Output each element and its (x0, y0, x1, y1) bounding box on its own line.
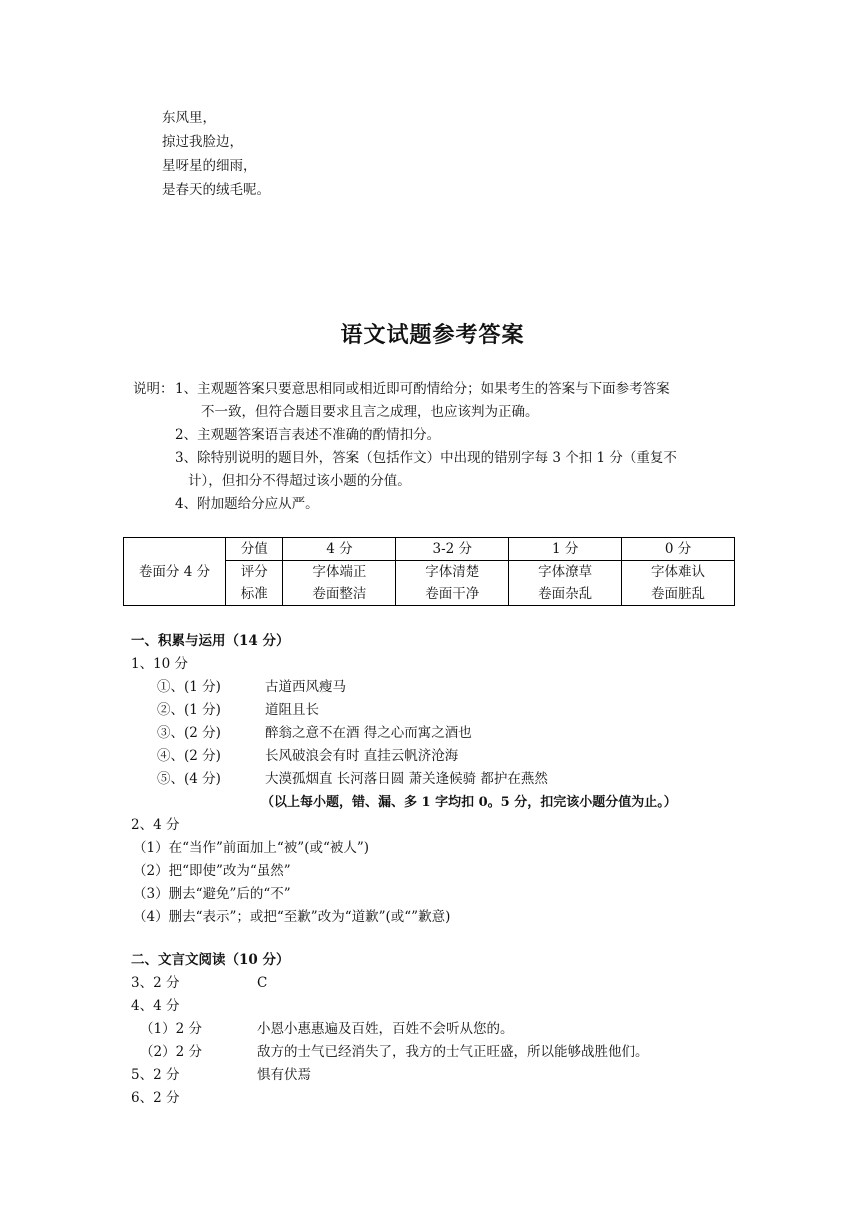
criteria-cell: 字体潦草 卷面杂乱 (509, 561, 622, 606)
question-label: 2、4 分 (131, 817, 180, 833)
criteria-cell: 字体端正 卷面整洁 (283, 561, 396, 606)
section-heading: 二、文言文阅读（10 分） (131, 952, 290, 968)
poem-line: 星呀星的细雨， (162, 158, 257, 174)
item-answer: 醉翁之意不在酒 得之心而寓之酒也 (265, 725, 472, 741)
item-answer: 古道西风瘦马 (265, 679, 346, 695)
answer-text: 惧有伏焉 (257, 1067, 311, 1083)
sub-answer: （2）把“即使”改为“虽然” (133, 863, 291, 879)
col-header-score: 分值 (226, 538, 283, 561)
criteria-cell: 字体清楚 卷面干净 (396, 561, 509, 606)
note-3-line-2: 计），但扣分不得超过该小题的分值。 (188, 473, 411, 489)
poem-line: 东风里， (162, 110, 216, 126)
col-header-criteria: 评分 标准 (226, 561, 283, 606)
grading-table (123, 537, 735, 606)
answer-text: 小恩小惠惠遍及百姓，百姓不会听从您的。 (257, 1021, 514, 1037)
score-cell: 1 分 (509, 538, 622, 561)
sub-answer: （4）删去“表示”；或把“至歉”改为“道歉”(或“”歉意) (133, 909, 451, 925)
item-number: ①、(1 分) (157, 679, 221, 695)
row-label: 卷面分 4 分 (124, 538, 226, 606)
note-1-line-2: 不一致，但符合题目要求且言之成理，也应该判为正确。 (201, 404, 539, 420)
section-heading: 一、积累与运用（14 分） (131, 633, 290, 649)
note-2: 2、主观题答案语言表述不准确的酌情扣分。 (175, 427, 441, 443)
question-label: 3、2 分 (131, 975, 180, 991)
page-title: 语文试题参考答案 (340, 322, 525, 348)
note-4: 4、附加题给分应从严。 (175, 496, 319, 512)
item-number: ④、(2 分) (157, 748, 221, 764)
item-answer: 长风破浪会有时 直挂云帆济沧海 (265, 748, 459, 764)
item-answer: 大漠孤烟直 长河落日圆 萧关逢候骑 都护在燕然 (265, 771, 548, 787)
item-number: ②、(1 分) (157, 702, 221, 718)
question-label: 5、2 分 (131, 1067, 180, 1083)
poem-line: 是春天的绒毛呢。 (162, 182, 270, 198)
item-answer: 道阻且长 (265, 702, 319, 718)
deduction-rule: （以上每小题，错、漏、多 1 字均扣 0。5 分，扣完该小题分值为止。） (261, 795, 677, 810)
answer-text: C (257, 975, 268, 991)
score-cell: 3-2 分 (396, 538, 509, 561)
score-cell: 0 分 (622, 538, 735, 561)
criteria-cell: 字体难认 卷面脏乱 (622, 561, 735, 606)
note-prefix: 说明： (133, 381, 174, 397)
sub-question-label: （1）2 分 (140, 1021, 202, 1037)
question-label: 4、4 分 (131, 998, 180, 1014)
question-label: 1、10 分 (131, 656, 189, 672)
sub-answer: （3）删去“避免”后的“不” (133, 886, 291, 902)
note-3-line-1: 3、除特别说明的题目外，答案（包括作文）中出现的错别字每 3 个扣 1 分（重复不 (175, 450, 677, 466)
sub-answer: （1）在“当作”前面加上“被”(或“被人”) (133, 840, 370, 856)
poem-line: 掠过我脸边， (162, 134, 243, 150)
score-cell: 4 分 (283, 538, 396, 561)
item-number: ③、(2 分) (157, 725, 221, 741)
poem (162, 106, 270, 202)
question-label: 6、2 分 (131, 1090, 180, 1106)
note-1-line-1: 1、主观题答案只要意思相同或相近即可酌情给分；如果考生的答案与下面参考答案 (175, 381, 670, 397)
item-number: ⑤、(4 分) (157, 771, 221, 787)
answer-text: 敌方的士气已经消失了，我方的士气正旺盛，所以能够战胜他们。 (257, 1044, 649, 1060)
sub-question-label: （2）2 分 (140, 1044, 202, 1060)
